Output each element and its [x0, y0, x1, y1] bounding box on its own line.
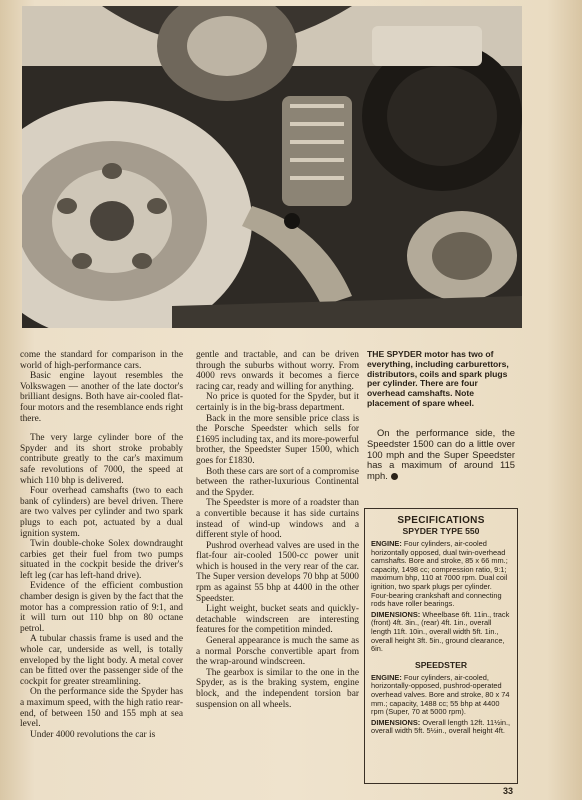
specs-model-title: SPYDER TYPE 550: [402, 526, 480, 536]
caption-text: motor has two of everything, including carburettors, distributors, coils and spark plugs per cylinder. There are four overhead camshafts. Note placement of spare wheel.: [367, 349, 509, 408]
paragraph: gentle and tractable, and can be driven through the suburbs without worry. From 4000 revs onwards it becomes a fierce racing car, ready and willing for anything.: [196, 350, 359, 392]
spec-item: DIMENSIONS: Wheelbase 6ft. 11in., track (front) 4ft. 3in., (rear) 4ft. 1in., overall length 11ft. 10in., overall width 5ft. 1in., overall height 3ft. 5in., ground clearance, 6in.: [371, 609, 510, 654]
spec-item: DIMENSIONS: Overall length 12ft. 11½in., overall width 5ft. 5½in., overall height 4ft.: [371, 717, 511, 736]
paragraph: Both these cars are sort of a compromise between the rather-luxurious Continental and the Spyder.: [196, 466, 359, 498]
paragraph: The Speedster is more of a roadster than a convertible because it has side curtains instead of wind-up windows and a different style of hood.: [196, 498, 359, 541]
paragraph: A tubular chassis frame is used and the whole car, underside as well, is totally enveloped by the light body. A metal cover can be fitted over the passenger side of the cockpit for greater streamlining.: [20, 634, 183, 687]
specs-heading: SPECIFICATIONS: [397, 515, 485, 526]
spec-item: ENGINE: Four cylinders, air-cooled horizontally opposed, dual twin-overhead camshafts. Bore and stroke, 85 x 66 mm.; capacity, 1498 cc; compression ratio, 9:1; maximum bhp, 110 at 7000 rpm. Dual coil ignition, two spark plugs per cylinder. Four-bearing crankshaft and connecting rods have roller bearings.: [371, 539, 508, 609]
paragraph: Pushrod overhead valves are used in the flat-four air-cooled 1500-cc power unit which is housed in the very rear of the car. The Super version develops 70 bhp at 5000 rpm as against 55 bhp at 4400 in the other Speedster.: [196, 540, 359, 604]
article-ending: [367, 428, 515, 482]
paragraph: Under 4000 revolutions the car is: [30, 729, 156, 740]
article-column-2: [196, 350, 359, 710]
paragraph: come the standard for comparison in the world of high-performance cars.: [20, 350, 183, 371]
engine-photo-illustration: [22, 6, 522, 328]
paragraph: Twin double-choke Solex downdraught carbies get their fuel from two pumps situated in the cockpit beside the driver's left leg (car has left-hand drive).: [20, 539, 183, 581]
article-column-1: [20, 350, 183, 740]
paragraph: Basic engine layout resembles the Volkswagen — another of the late doctor's brilliant designs. Both have air-cooled flat-four motors and the resemblance ends right there.: [20, 371, 183, 424]
paragraph: The gearbox is similar to the one in the Spyder, as is the braking system, engine block, and the independent torsion bar suspension on all wheels.: [196, 667, 359, 710]
paragraph: General appearance is much the same as a normal Porsche convertible apart from the wrap-around windscreen.: [196, 636, 359, 668]
paragraph: Back in the more sensible price class is the Porsche Speedster which sells for £1695 including tax, and its more-powerful brother, the Speedster Super 1500, which goes for £1830.: [196, 413, 359, 466]
paragraph: Light weight, bucket seats and quickly-detachable windscreen are interesting features for the competition minded.: [196, 604, 359, 636]
specifications-box: [364, 508, 518, 784]
ending-paragraph: On the performance side, the Speedster 1500 can do a little over 100 mph and the Super Speedster has a maximum of around 115 mph.: [367, 427, 515, 482]
paragraph: No price is quoted for the Spyder, but it certainly is in the big-brass department.: [196, 392, 359, 413]
spec-item: ENGINE: Four cylinders, air-cooled, horizontally-opposed, pushrod-operated overhead valves. Bore and stroke, 80 x 74 mm.; capacity, 1488 cc; 55 bhp at 4400 rpm (Super, 70 at 5000 rpm).: [371, 672, 510, 717]
paragraph: On the performance side the Spyder has a maximum speed, with the high ratio rear-end, of between 150 and 155 mph at sea level.: [20, 687, 183, 730]
paragraph: Evidence of the efficient combustion chamber design is given by the fact that the motor has a compression ratio of 9:1, and it will turn out 110 bhp on 80 octane petrol.: [20, 581, 183, 634]
paragraph: Four overhead camshafts (two to each bank of cylinders) are bevel driven. There are two valves per cylinder and two spark plugs to each pot, actuated by a dual ignition system.: [20, 486, 183, 539]
caption-lead: THE SPYDER: [367, 349, 422, 359]
page-number: 33: [503, 786, 514, 796]
engine-bay-photo: [22, 6, 522, 328]
end-mark-icon: [391, 473, 398, 480]
specs-model-title: SPEEDSTER: [414, 659, 468, 670]
paragraph: The very large cylinder bore of the Spyder and its short stroke probably contribute greatly to the car's maximum safe revolutions of 7000, the speed at which 110 bhp is delivered.: [20, 433, 183, 486]
photo-caption: [367, 350, 517, 409]
